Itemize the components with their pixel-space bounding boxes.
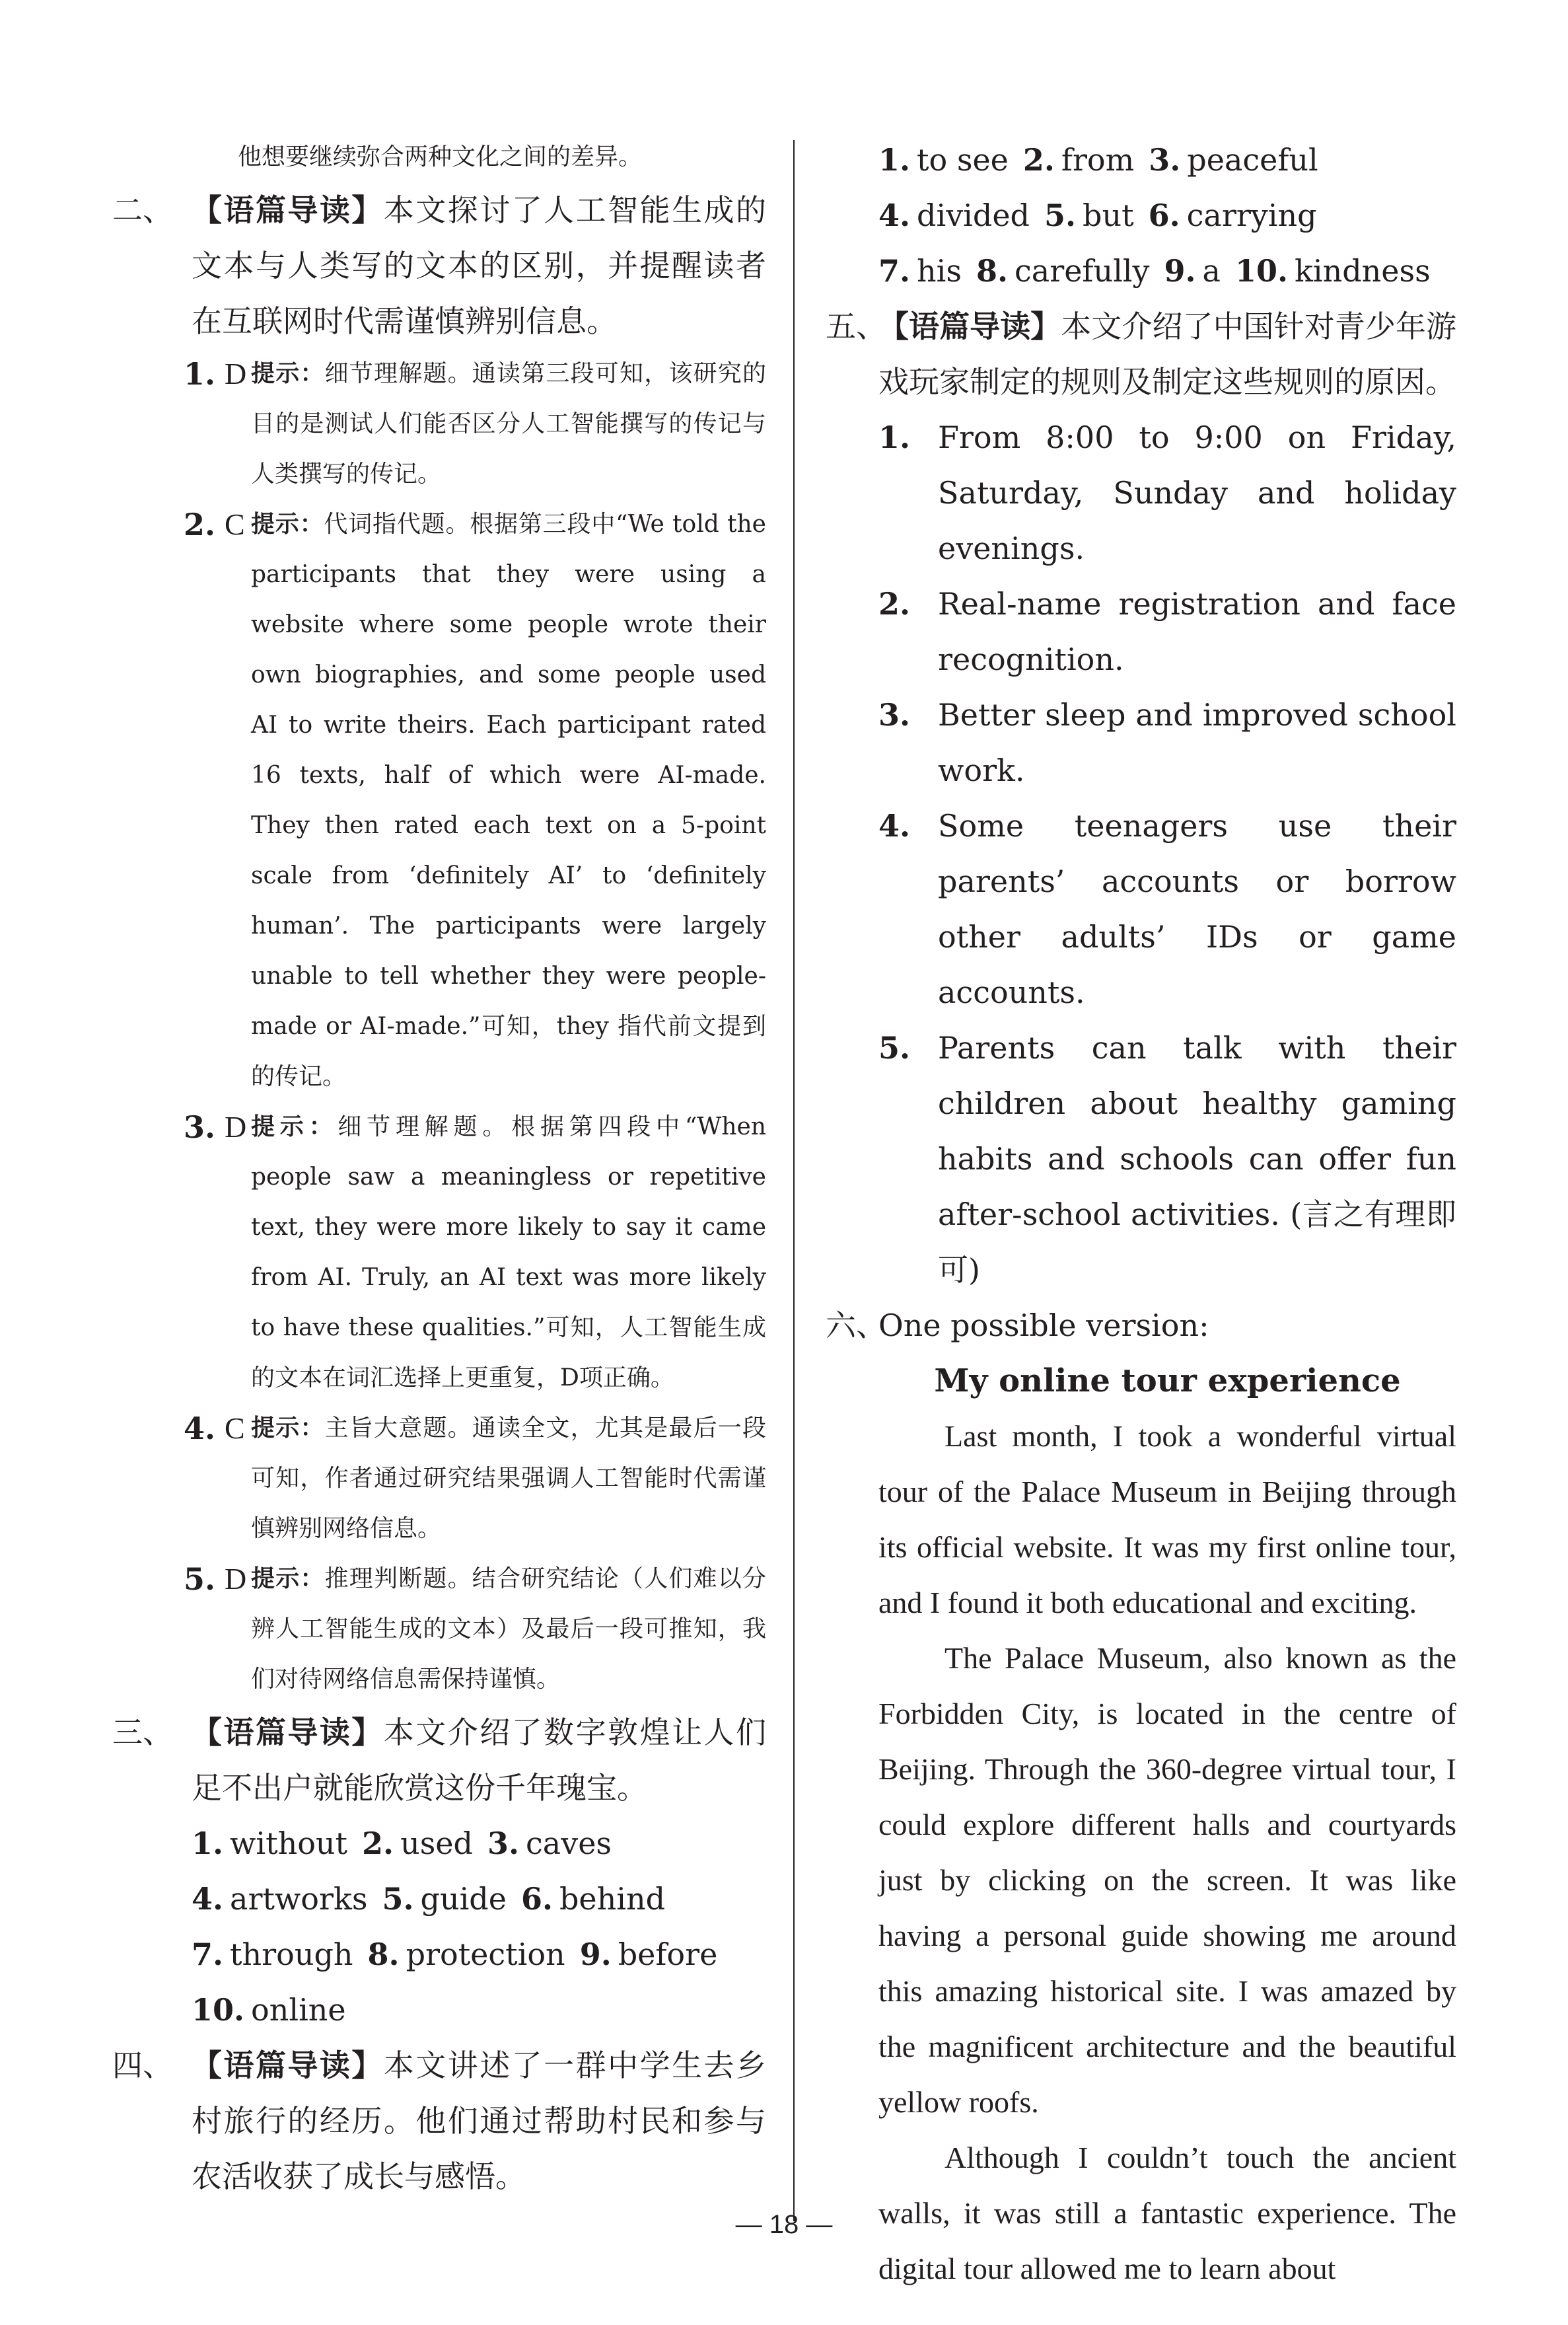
answer-number: 5.: [878, 1030, 911, 1066]
answer-word: caves: [526, 1826, 612, 1861]
s3-answer-row: [112, 1871, 766, 1927]
section-5-tag: 【语篇导读】: [878, 309, 1061, 344]
answer-number: 9.: [579, 1937, 612, 1972]
hint-text: 细节理解题。根据第四段中“When people saw a meaningless or repetitive text, they were more likely to say it came from AI. Truly, an AI text was more likely to have these qualities.”可知，人工智能生成的文本在词汇选择上更重复，D项正确。: [251, 1113, 766, 1391]
s4-answer-row: [826, 243, 1456, 299]
answer-number: 2.: [1022, 142, 1055, 178]
section-2-number: 二、: [112, 192, 173, 228]
answer-word: guide: [420, 1881, 507, 1917]
hint-text: 推理判断题。结合研究结论（人们难以分辨人工智能生成的文本）及最后一段可推知，我们对待网络信息需保持谨慎。: [251, 1565, 766, 1693]
answer-number: 2.: [362, 1826, 394, 1861]
answer-number: 4.: [878, 808, 911, 844]
section-5-intro: 本文介绍了中国针对青少年游戏玩家制定的规则及制定这些规则的原因。: [878, 309, 1457, 400]
answer-word: but: [1083, 198, 1134, 233]
answer-word: through: [230, 1937, 353, 1972]
answer-number: 7.: [878, 253, 911, 289]
item-answer: D: [225, 1110, 247, 1144]
section-3-intro: 本文介绍了数字敦煌让人们足不出户就能欣赏这份千年瑰宝。: [192, 1715, 767, 1806]
answer-word: a: [1202, 253, 1221, 289]
s5-answer-5: [826, 1020, 1456, 1298]
hint-label: 提示：: [251, 511, 324, 538]
hint-text: 细节理解题。通读第三段可知，该研究的目的是测试人们能否区分人工智能撰写的传记与人类撰写的传记。: [251, 360, 766, 488]
section-4-heading: [112, 2038, 766, 2204]
answer-word: behind: [559, 1881, 666, 1917]
s4-answer-row: [826, 132, 1456, 188]
hint-text: 代词指代题。根据第三段中“We told the participants that they were using a website where some people wrote their own biographies, and some people used AI to write theirs. Each participant rated 16 texts, half of which were AI-made. They then rated each text on a 5-point scale from ‘definitely AI’ to ‘definitely human’. The participants were largely unable to tell whether they were people-made or AI-made.”可知，they 指代前文提到的传记。: [251, 511, 766, 1090]
section-3-tag: 【语篇导读】: [192, 1715, 384, 1750]
item-answer: D: [225, 357, 247, 390]
answer-word: artworks: [230, 1881, 368, 1917]
answer-number: 3.: [1149, 142, 1181, 178]
s5-answer-1: [826, 410, 1456, 576]
answer-text: From 8:00 to 9:00 on Friday, Saturday, Sunday and holiday evenings.: [938, 420, 1456, 566]
s4-answer-row: [826, 188, 1456, 243]
answer-word: to see: [917, 142, 1009, 178]
answer-word: without: [230, 1826, 348, 1861]
s2-item-5: [112, 1554, 766, 1705]
answer-word: before: [618, 1937, 718, 1972]
section-5-heading: [826, 299, 1456, 410]
answer-word: used: [400, 1826, 473, 1861]
hint-label: 提示：: [251, 360, 325, 387]
answer-number: 5.: [1044, 198, 1077, 233]
item-number: 4.: [184, 1411, 216, 1446]
item-answer: C: [225, 1411, 245, 1445]
answer-number: 8.: [367, 1937, 400, 1972]
left-column: [112, 132, 766, 2204]
section-4-tag: 【语篇导读】: [192, 2048, 384, 2083]
section-2-tag: 【语篇导读】: [192, 192, 384, 228]
answer-text: Real-name registration and face recognition.: [938, 586, 1456, 677]
s3-answer-row: [112, 1927, 766, 1982]
s5-answer-3: [826, 687, 1456, 798]
answer-text: Some teenagers use their parents’ accounts or borrow other adults’ IDs or game accounts.: [938, 808, 1456, 1010]
answer-number: 8.: [976, 253, 1009, 289]
s2-item-2: [112, 499, 766, 1102]
answer-number: 9.: [1164, 253, 1196, 289]
section-6-number: 六、: [826, 1308, 886, 1343]
answer-number: 6.: [520, 1881, 553, 1917]
section-3-number: 三、: [112, 1715, 173, 1750]
item-number: 1.: [184, 356, 216, 392]
answer-number: 3.: [487, 1826, 520, 1861]
answer-number: 4.: [192, 1881, 224, 1917]
section-4-number: 四、: [112, 2048, 173, 2083]
right-column: [826, 132, 1456, 2297]
item-answer: C: [225, 507, 245, 541]
section-3-heading: [112, 1705, 766, 1816]
answer-number: 2.: [878, 586, 911, 622]
section-4-intro: 本文讲述了一群中学生去乡村旅行的经历。他们通过帮助村民和参与农活收获了成长与感悟。: [192, 2048, 767, 2194]
s2-item-3: [112, 1102, 766, 1403]
answer-word: protection: [406, 1937, 565, 1972]
section-6-heading: [826, 1298, 1456, 1353]
hint-label: 提示：: [251, 1415, 325, 1442]
hint-label: 提示：: [251, 1565, 325, 1592]
s2-item-4: [112, 1403, 766, 1554]
s3-answer-row: [112, 1982, 766, 2038]
item-number: 2.: [184, 507, 216, 542]
answer-number: 1.: [878, 142, 911, 178]
continued-line: 他想要继续弥合两种文化之间的差异。: [238, 143, 643, 170]
essay-paragraph: Last month, I took a wonderful virtual tour of the Palace Museum in Beijing through its official website. It was my first online tour, and I found it both educational and exciting.: [878, 1419, 1456, 1619]
section-6-intro: One possible version:: [878, 1308, 1209, 1343]
essay-paragraph: Although I couldn’t touch the ancient walls, it was still a fantastic experience. The digital tour allowed me to learn about: [878, 2141, 1456, 2285]
answer-word: peaceful: [1187, 142, 1318, 178]
answer-word: divided: [917, 198, 1030, 233]
answer-number: 4.: [878, 198, 911, 233]
s3-answer-row: [112, 1816, 766, 1871]
answer-number: 6.: [1148, 198, 1180, 233]
answer-number: 1.: [192, 1826, 224, 1861]
column-divider: [793, 140, 795, 2221]
item-number: 5.: [184, 1561, 216, 1597]
section-2-heading: [112, 182, 766, 349]
item-number: 3.: [184, 1109, 216, 1145]
section-5-number: 五、: [826, 309, 886, 344]
answer-word: kindness: [1294, 253, 1431, 289]
s2-item-1: [112, 349, 766, 499]
answer-word: his: [917, 253, 962, 289]
answer-number: 7.: [192, 1937, 224, 1972]
answer-word: online: [251, 1992, 346, 2028]
answer-word: carrying: [1186, 198, 1317, 233]
answer-word: from: [1061, 142, 1135, 178]
answer-text: Better sleep and improved school work.: [938, 697, 1456, 788]
page-number: — 18 —: [735, 2210, 833, 2239]
hint-text: 主旨大意题。通读全文，尤其是最后一段可知，作者通过研究结果强调人工智能时代需谨慎辨别网络信息。: [251, 1415, 766, 1542]
essay-title: My online tour experience: [934, 1362, 1401, 1399]
answer-number: 3.: [878, 697, 911, 733]
hint-label: 提示：: [251, 1113, 338, 1140]
s5-answer-4: [826, 798, 1456, 1020]
answer-word: carefully: [1015, 253, 1150, 289]
item-answer: D: [225, 1562, 247, 1596]
s5-answer-2: [826, 576, 1456, 687]
essay-paragraph: The Palace Museum, also known as the Forbidden City, is located in the centre of Beijing. Through the 360-degree virtual tour, I could explore different halls and courtyards just by clicking on the screen. It was like having a personal guide showing me around this amazing historical site. I was amazed by the magnificent architecture and the beautiful yellow roofs.: [878, 1641, 1456, 2119]
answer-number: 10.: [1234, 253, 1288, 289]
section-2-intro: 本文探讨了人工智能生成的文本与人类写的文本的区别，并提醒读者在互联网时代需谨慎辨别信息。: [192, 192, 767, 339]
answer-text: Parents can talk with their children about healthy gaming habits and schools can offer fun after-school activities. (言之有理即可): [938, 1030, 1456, 1288]
answer-number: 5.: [382, 1881, 414, 1917]
answer-number: 1.: [878, 420, 911, 455]
answer-number: 10.: [192, 1992, 245, 2028]
